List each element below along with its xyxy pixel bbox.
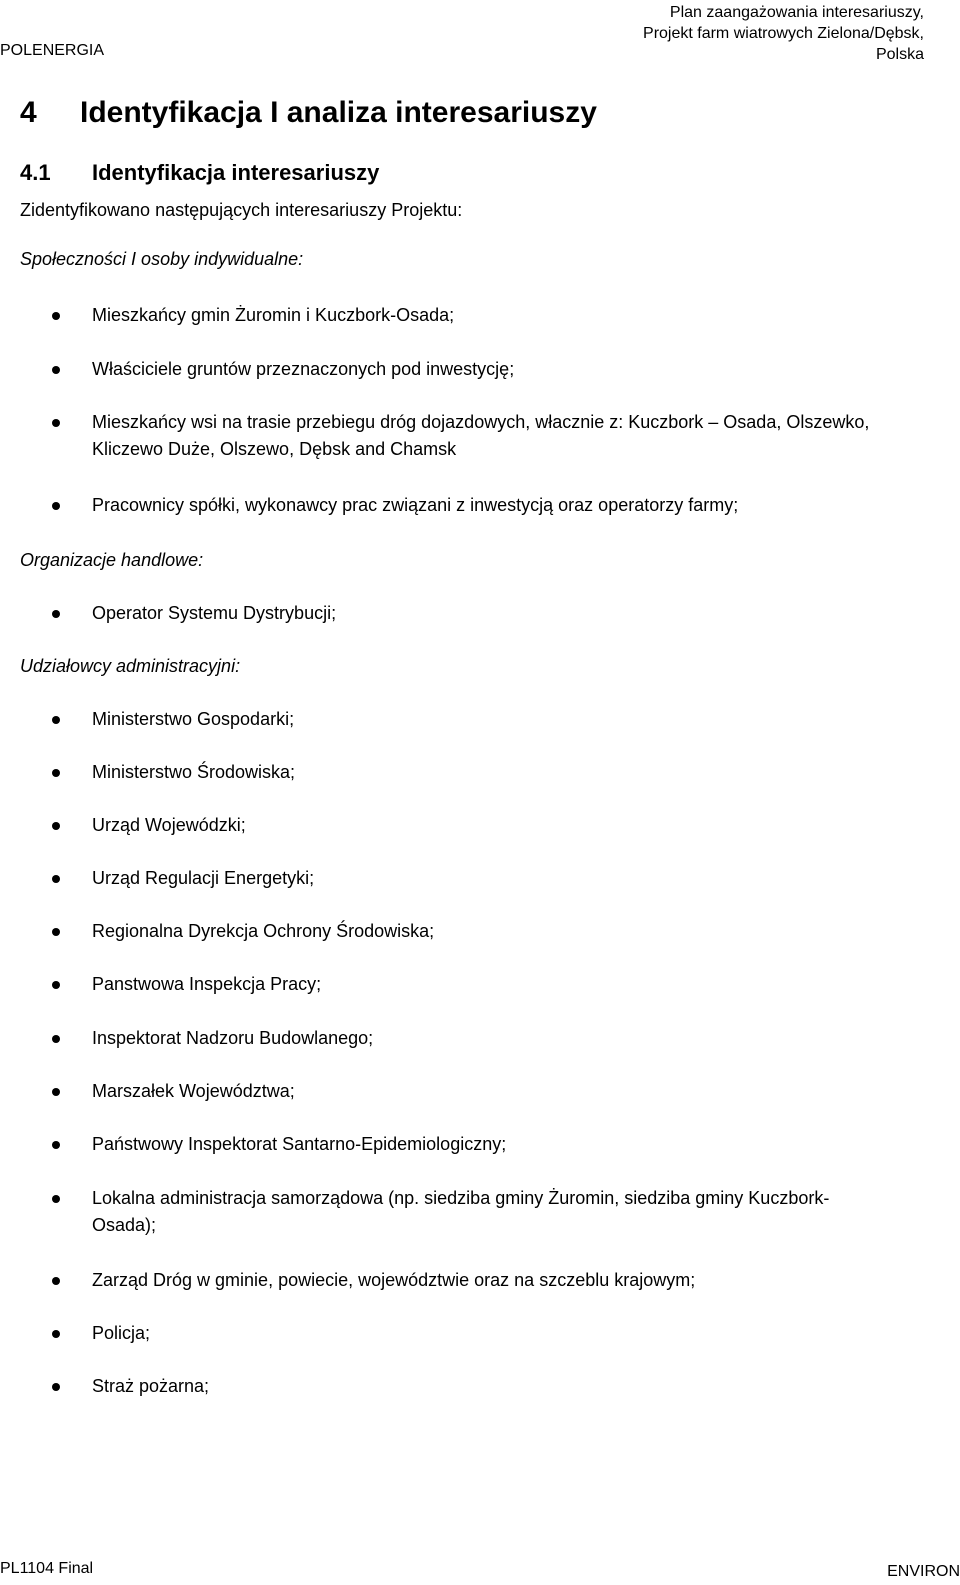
list-item-text: Lokalna administracja samorządowa (np. siedziba gminy Żuromin, siedziba gminy Kuczbork-Osada); <box>92 1188 830 1235</box>
bullet-icon <box>52 769 60 777</box>
bullet-icon <box>52 1088 60 1096</box>
bullet-icon <box>52 716 60 724</box>
header-title <box>643 2 924 65</box>
list-item-text: Regionalna Dyrekcja Ochrony Środowiska; <box>92 921 435 941</box>
list-item <box>0 865 960 892</box>
bullet-icon <box>52 312 60 320</box>
list-item-text: Policja; <box>92 1323 151 1343</box>
bullet-icon <box>52 1383 60 1391</box>
list-item <box>0 1185 960 1239</box>
list-item <box>0 492 960 519</box>
header-title-line: Polska <box>875 46 924 63</box>
list-item <box>0 1267 960 1294</box>
section-title: Identyfikacja I analiza interesariuszy <box>80 96 597 129</box>
list-item-text: Ministerstwo Środowiska; <box>92 762 296 782</box>
footer-doc-id: PL1104 Final <box>0 1560 94 1577</box>
footer-company: ENVIRON <box>887 1563 960 1580</box>
list-item <box>0 600 960 627</box>
bullet-icon <box>52 610 60 618</box>
list-item-text: Urząd Wojewódzki; <box>92 815 246 835</box>
list-item <box>0 759 960 786</box>
list-item <box>0 356 960 383</box>
list-item <box>0 918 960 945</box>
list-item <box>0 1025 960 1052</box>
bullet-icon <box>52 1277 60 1285</box>
category-heading: Społeczności I osoby indywidualne: <box>20 249 304 269</box>
subsection-title: Identyfikacja interesariuszy <box>92 160 380 185</box>
list-item-text: Państwowy Inspektorat Santarno-Epidemiologiczny; <box>92 1134 507 1154</box>
header-title-line: Plan zaangażowania interesariuszy, <box>669 4 924 21</box>
list-item-text: Panstwowa Inspekcja Pracy; <box>92 974 322 994</box>
section-number: 4 <box>20 96 37 129</box>
list-item-text: Inspektorat Nadzoru Budowlanego; <box>92 1028 374 1048</box>
header-brand: POLENERGIA <box>0 42 105 59</box>
list-item-text: Mieszkańcy wsi na trasie przebiegu dróg dojazdowych, włacznie z: Kuczbork – Osada, Olszewko, Kliczewo Duże, Olszewo, Dębsk and Chamsk <box>92 412 870 459</box>
intro-text: Zidentyfikowano następujących interesariuszy Projektu: <box>20 200 463 220</box>
list-item <box>0 812 960 839</box>
category-heading: Organizacje handlowe: <box>20 550 204 570</box>
bullet-icon <box>52 1195 60 1203</box>
list-item-text: Ministerstwo Gospodarki; <box>92 709 295 729</box>
bullet-icon <box>52 928 60 936</box>
list-item-text: Mieszkańcy gmin Żuromin i Kuczbork-Osada; <box>92 305 455 325</box>
bullet-icon <box>52 366 60 374</box>
list-item <box>0 1131 960 1158</box>
list-item <box>0 1320 960 1347</box>
list-item <box>0 1373 960 1400</box>
list-item-text: Marszałek Województwa; <box>92 1081 295 1101</box>
list-item <box>0 706 960 733</box>
bullet-icon <box>52 502 60 510</box>
subsection-heading <box>20 160 379 186</box>
list-item-text: Urząd Regulacji Energetyki; <box>92 868 315 888</box>
bullet-icon <box>52 981 60 989</box>
bullet-icon <box>52 1035 60 1043</box>
bullet-icon <box>52 875 60 883</box>
list-item <box>0 1078 960 1105</box>
subsection-number: 4.1 <box>20 160 51 185</box>
bullet-icon <box>52 822 60 830</box>
list-item-text: Zarząd Dróg w gminie, powiecie, województwie oraz na szczeblu krajowym; <box>92 1270 696 1290</box>
list-item-text: Właściciele gruntów przeznaczonych pod inwestycję; <box>92 359 515 379</box>
bullet-icon <box>52 1141 60 1149</box>
list-item <box>0 302 960 329</box>
header-title-line: Projekt farm wiatrowych Zielona/Dębsk, <box>643 25 924 42</box>
bullet-icon <box>52 419 60 427</box>
list-item-text: Operator Systemu Dystrybucji; <box>92 603 337 623</box>
list-item <box>0 971 960 998</box>
bullet-icon <box>52 1330 60 1338</box>
list-item-text: Pracownicy spółki, wykonawcy prac związani z inwestycją oraz operatorzy farmy; <box>92 495 739 515</box>
category-heading: Udziałowcy administracyjni: <box>20 656 241 676</box>
section-heading <box>20 96 597 130</box>
list-item <box>0 409 960 463</box>
list-item-text: Straż pożarna; <box>92 1376 210 1396</box>
